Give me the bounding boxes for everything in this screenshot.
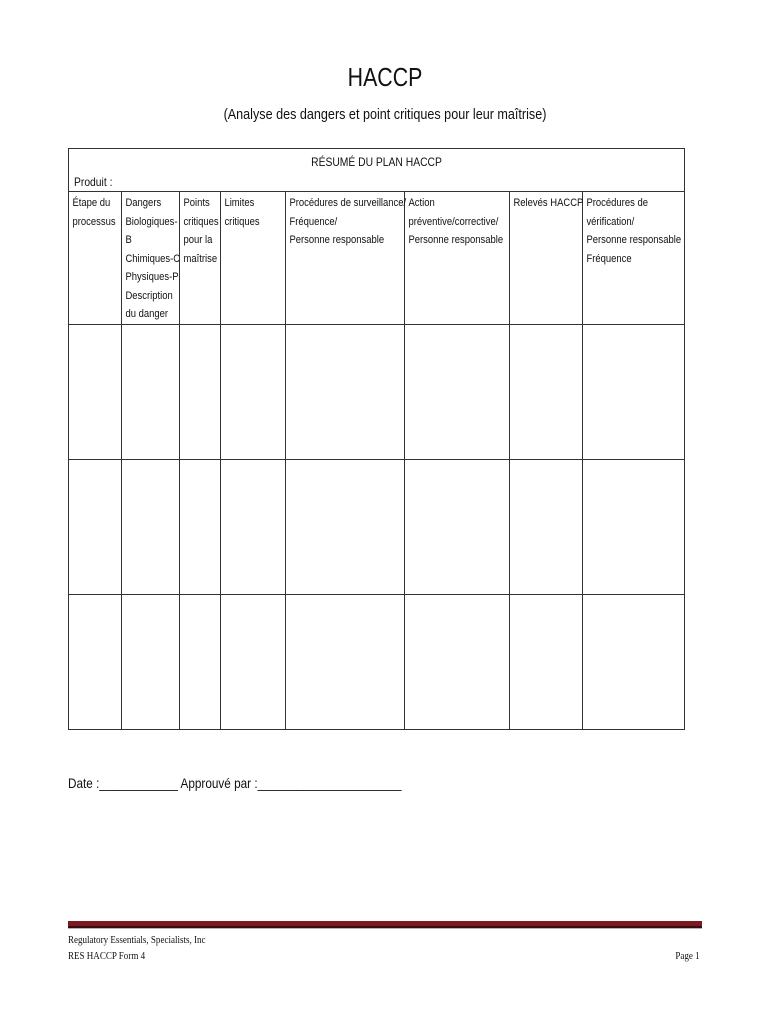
table-cell[interactable] bbox=[510, 594, 583, 729]
table-row bbox=[69, 459, 685, 594]
column-header-monitoring: Procédures de surveillance/ Fréquence/ Personne responsable bbox=[286, 192, 405, 325]
table-row bbox=[69, 324, 685, 459]
column-header-critical-points: Points critiques pour la maîtrise bbox=[180, 192, 221, 325]
table-cell[interactable] bbox=[583, 459, 685, 594]
footer-form-id: RES HACCP Form 4 bbox=[68, 950, 146, 962]
table-cell[interactable] bbox=[221, 459, 286, 594]
table-cell[interactable] bbox=[510, 459, 583, 594]
column-header-hazards: Dangers Biologiques- B Chimiques-C Physiques-P Description du danger bbox=[122, 192, 180, 325]
table-cell[interactable] bbox=[180, 459, 221, 594]
table-cell[interactable] bbox=[583, 324, 685, 459]
table-cell[interactable] bbox=[69, 594, 122, 729]
date-approval-line[interactable]: Date :____________ Approuvé par :______________________ bbox=[68, 775, 402, 791]
table-cell[interactable] bbox=[510, 324, 583, 459]
table-cell[interactable] bbox=[583, 594, 685, 729]
table-cell[interactable] bbox=[286, 324, 405, 459]
product-label: Produit : bbox=[74, 175, 113, 189]
table-cell[interactable] bbox=[180, 324, 221, 459]
footer-divider-shadow bbox=[68, 928, 702, 929]
table-cell[interactable] bbox=[122, 459, 180, 594]
column-header-process-step: Étape du processus bbox=[69, 192, 122, 325]
table-cell[interactable] bbox=[69, 459, 122, 594]
document-title: HACCP bbox=[347, 62, 423, 92]
column-header-row bbox=[69, 192, 685, 325]
haccp-plan-table bbox=[68, 148, 685, 730]
plan-header-cell bbox=[69, 149, 685, 192]
column-header-verification: Procédures de vérification/ Personne responsable Fréquence bbox=[583, 192, 685, 325]
table-cell[interactable] bbox=[405, 459, 510, 594]
table-cell[interactable] bbox=[286, 459, 405, 594]
footer-divider bbox=[68, 921, 702, 928]
column-header-records: Relevés HACCP bbox=[510, 192, 583, 325]
document-subtitle: (Analyse des dangers et point critiques pour leur maîtrise) bbox=[223, 106, 547, 123]
footer-organization: Regulatory Essentials, Specialists, Inc bbox=[68, 934, 206, 946]
table-cell[interactable] bbox=[286, 594, 405, 729]
table-cell[interactable] bbox=[221, 594, 286, 729]
table-cell[interactable] bbox=[221, 324, 286, 459]
table-cell[interactable] bbox=[405, 594, 510, 729]
table-row bbox=[69, 594, 685, 729]
table-cell[interactable] bbox=[405, 324, 510, 459]
column-header-critical-limits: Limites critiques bbox=[221, 192, 286, 325]
plan-title: RÉSUMÉ DU PLAN HACCP bbox=[311, 155, 442, 169]
table-cell[interactable] bbox=[69, 324, 122, 459]
footer-page-number: Page 1 bbox=[675, 950, 700, 962]
table-cell[interactable] bbox=[122, 594, 180, 729]
table-cell[interactable] bbox=[180, 594, 221, 729]
column-header-corrective-action: Action préventive/corrective/ Personne responsable bbox=[405, 192, 510, 325]
table-cell[interactable] bbox=[122, 324, 180, 459]
